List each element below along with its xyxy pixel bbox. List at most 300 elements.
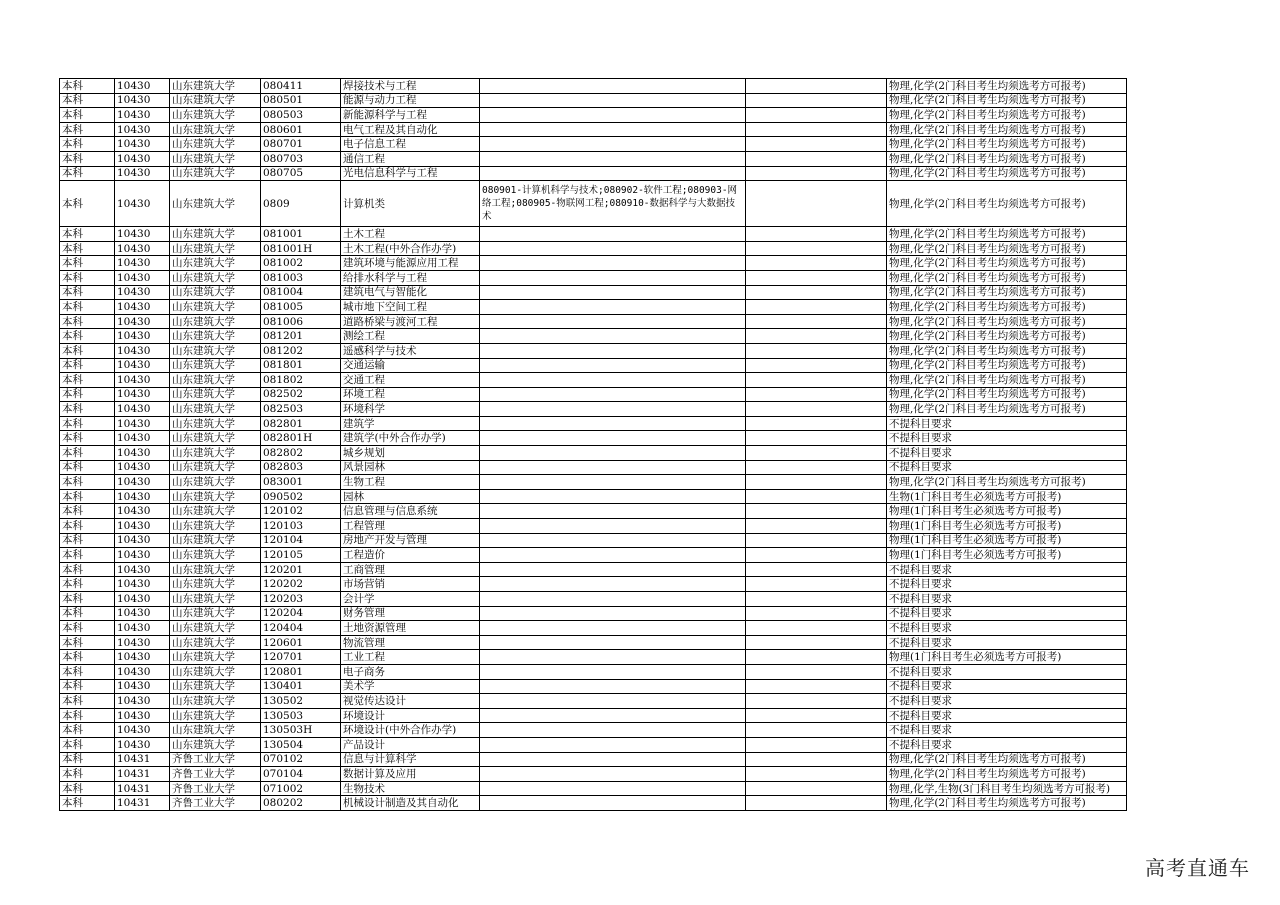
school-code-cell: 10430 xyxy=(115,562,170,577)
school-name-cell: 齐鲁工业大学 xyxy=(170,752,261,767)
school-name-cell: 山东建筑大学 xyxy=(170,373,261,388)
table-row xyxy=(60,402,1127,417)
included-majors-cell xyxy=(480,650,746,665)
included-majors-cell xyxy=(480,475,746,490)
level-cell: 本科 xyxy=(60,151,115,166)
major-code-cell: 120801 xyxy=(261,664,341,679)
level-cell: 本科 xyxy=(60,181,115,227)
note-cell xyxy=(746,708,887,723)
subject-requirement-cell: 不提科目要求 xyxy=(887,562,1127,577)
level-cell: 本科 xyxy=(60,562,115,577)
table-row xyxy=(60,796,1127,811)
table-row xyxy=(60,166,1127,181)
level-cell: 本科 xyxy=(60,767,115,782)
table-row xyxy=(60,416,1127,431)
school-name-cell: 齐鲁工业大学 xyxy=(170,781,261,796)
school-name-cell: 山东建筑大学 xyxy=(170,416,261,431)
note-cell xyxy=(746,504,887,519)
school-code-cell: 10430 xyxy=(115,606,170,621)
major-name-cell: 信息与计算科学 xyxy=(341,752,480,767)
school-name-cell: 山东建筑大学 xyxy=(170,122,261,137)
table-row xyxy=(60,285,1127,300)
school-name-cell: 山东建筑大学 xyxy=(170,314,261,329)
level-cell: 本科 xyxy=(60,606,115,621)
major-name-cell: 生物工程 xyxy=(341,475,480,490)
school-name-cell: 山东建筑大学 xyxy=(170,151,261,166)
included-majors-cell xyxy=(480,285,746,300)
major-name-cell: 视觉传达设计 xyxy=(341,694,480,709)
level-cell: 本科 xyxy=(60,533,115,548)
school-name-cell: 山东建筑大学 xyxy=(170,446,261,461)
level-cell: 本科 xyxy=(60,679,115,694)
level-cell: 本科 xyxy=(60,519,115,534)
included-majors-cell xyxy=(480,621,746,636)
major-name-cell: 环境科学 xyxy=(341,402,480,417)
school-code-cell: 10431 xyxy=(115,767,170,782)
major-code-cell: 080601 xyxy=(261,122,341,137)
major-name-cell: 风景园林 xyxy=(341,460,480,475)
school-code-cell: 10430 xyxy=(115,533,170,548)
school-name-cell: 山东建筑大学 xyxy=(170,431,261,446)
included-majors-cell xyxy=(480,373,746,388)
included-majors-cell xyxy=(480,781,746,796)
school-code-cell: 10430 xyxy=(115,446,170,461)
level-cell: 本科 xyxy=(60,621,115,636)
note-cell xyxy=(746,737,887,752)
subject-requirement-cell: 物理,化学(2门科目考生均须选考方可报考) xyxy=(887,752,1127,767)
included-majors-cell xyxy=(480,122,746,137)
subject-requirement-cell: 物理(1门科目考生必须选考方可报考) xyxy=(887,504,1127,519)
subject-requirement-cell: 物理(1门科目考生必须选考方可报考) xyxy=(887,519,1127,534)
subject-requirement-cell: 物理,化学(2门科目考生均须选考方可报考) xyxy=(887,402,1127,417)
major-name-cell: 物流管理 xyxy=(341,635,480,650)
school-code-cell: 10430 xyxy=(115,387,170,402)
included-majors-cell xyxy=(480,446,746,461)
major-name-cell: 能源与动力工程 xyxy=(341,93,480,108)
major-name-cell: 计算机类 xyxy=(341,181,480,227)
major-name-cell: 电子商务 xyxy=(341,664,480,679)
included-majors-cell xyxy=(480,752,746,767)
major-name-cell: 建筑学(中外合作办学) xyxy=(341,431,480,446)
table-row xyxy=(60,767,1127,782)
included-majors-cell xyxy=(480,562,746,577)
school-code-cell: 10431 xyxy=(115,752,170,767)
school-code-cell: 10430 xyxy=(115,708,170,723)
included-majors-cell xyxy=(480,416,746,431)
included-majors-cell xyxy=(480,402,746,417)
major-name-cell: 道路桥梁与渡河工程 xyxy=(341,314,480,329)
subject-requirement-cell: 物理,化学(2门科目考生均须选考方可报考) xyxy=(887,343,1127,358)
included-majors-cell xyxy=(480,708,746,723)
school-code-cell: 10430 xyxy=(115,621,170,636)
watermark-text: 高考直通车 xyxy=(1145,856,1250,880)
subject-requirement-cell: 物理,化学(2门科目考生均须选考方可报考) xyxy=(887,151,1127,166)
major-code-cell: 081201 xyxy=(261,329,341,344)
school-name-cell: 山东建筑大学 xyxy=(170,679,261,694)
subject-requirement-cell: 物理,化学(2门科目考生均须选考方可报考) xyxy=(887,285,1127,300)
school-code-cell: 10430 xyxy=(115,723,170,738)
major-name-cell: 信息管理与信息系统 xyxy=(341,504,480,519)
school-code-cell: 10430 xyxy=(115,358,170,373)
major-code-cell: 120202 xyxy=(261,577,341,592)
level-cell: 本科 xyxy=(60,329,115,344)
school-code-cell: 10430 xyxy=(115,402,170,417)
major-name-cell: 会计学 xyxy=(341,592,480,607)
subject-requirement-cell: 物理,化学(2门科目考生均须选考方可报考) xyxy=(887,387,1127,402)
table-row xyxy=(60,241,1127,256)
table-row xyxy=(60,519,1127,534)
school-code-cell: 10430 xyxy=(115,137,170,152)
major-code-cell: 080701 xyxy=(261,137,341,152)
table-row xyxy=(60,548,1127,563)
school-code-cell: 10430 xyxy=(115,592,170,607)
included-majors-cell xyxy=(480,519,746,534)
table-row xyxy=(60,329,1127,344)
included-majors-cell xyxy=(480,489,746,504)
subject-requirement-cell: 物理,化学(2门科目考生均须选考方可报考) xyxy=(887,329,1127,344)
included-majors-cell xyxy=(480,635,746,650)
major-code-cell: 081801 xyxy=(261,358,341,373)
level-cell: 本科 xyxy=(60,694,115,709)
school-code-cell: 10430 xyxy=(115,664,170,679)
level-cell: 本科 xyxy=(60,723,115,738)
school-code-cell: 10430 xyxy=(115,270,170,285)
school-code-cell: 10430 xyxy=(115,548,170,563)
table-row xyxy=(60,300,1127,315)
school-code-cell: 10430 xyxy=(115,416,170,431)
major-code-cell: 081001H xyxy=(261,241,341,256)
major-name-cell: 工程管理 xyxy=(341,519,480,534)
major-name-cell: 土木工程 xyxy=(341,227,480,242)
major-code-cell: 082802 xyxy=(261,446,341,461)
major-name-cell: 交通运输 xyxy=(341,358,480,373)
major-code-cell: 081006 xyxy=(261,314,341,329)
school-name-cell: 山东建筑大学 xyxy=(170,723,261,738)
table-row xyxy=(60,122,1127,137)
major-name-cell: 交通工程 xyxy=(341,373,480,388)
major-code-cell: 130401 xyxy=(261,679,341,694)
major-code-cell: 070104 xyxy=(261,767,341,782)
school-code-cell: 10430 xyxy=(115,577,170,592)
note-cell xyxy=(746,664,887,679)
note-cell xyxy=(746,446,887,461)
subject-requirement-cell: 物理,化学(2门科目考生均须选考方可报考) xyxy=(887,475,1127,490)
table-row xyxy=(60,446,1127,461)
included-majors-cell xyxy=(480,256,746,271)
table-row xyxy=(60,606,1127,621)
note-cell xyxy=(746,752,887,767)
subject-requirement-cell: 不提科目要求 xyxy=(887,679,1127,694)
table-row xyxy=(60,664,1127,679)
included-majors-cell xyxy=(480,79,746,94)
school-name-cell: 山东建筑大学 xyxy=(170,402,261,417)
major-code-cell: 0809 xyxy=(261,181,341,227)
table-row xyxy=(60,314,1127,329)
level-cell: 本科 xyxy=(60,416,115,431)
school-code-cell: 10430 xyxy=(115,504,170,519)
note-cell xyxy=(746,256,887,271)
major-code-cell: 082502 xyxy=(261,387,341,402)
major-name-cell: 美术学 xyxy=(341,679,480,694)
major-code-cell: 081001 xyxy=(261,227,341,242)
major-name-cell: 市场营销 xyxy=(341,577,480,592)
included-majors-cell xyxy=(480,329,746,344)
level-cell: 本科 xyxy=(60,431,115,446)
major-code-cell: 120103 xyxy=(261,519,341,534)
included-majors-cell xyxy=(480,504,746,519)
included-majors-cell xyxy=(480,108,746,123)
subject-requirement-cell: 不提科目要求 xyxy=(887,446,1127,461)
table-row xyxy=(60,358,1127,373)
major-code-cell: 120104 xyxy=(261,533,341,548)
subject-requirement-cell: 不提科目要求 xyxy=(887,635,1127,650)
school-code-cell: 10430 xyxy=(115,679,170,694)
school-name-cell: 山东建筑大学 xyxy=(170,137,261,152)
school-name-cell: 山东建筑大学 xyxy=(170,606,261,621)
subject-requirement-cell: 不提科目要求 xyxy=(887,431,1127,446)
subject-requirement-cell: 不提科目要求 xyxy=(887,592,1127,607)
note-cell xyxy=(746,122,887,137)
subject-requirement-cell: 物理,化学(2门科目考生均须选考方可报考) xyxy=(887,300,1127,315)
table-row xyxy=(60,79,1127,94)
note-cell xyxy=(746,227,887,242)
included-majors-cell xyxy=(480,796,746,811)
table-row xyxy=(60,489,1127,504)
note-cell xyxy=(746,137,887,152)
school-name-cell: 齐鲁工业大学 xyxy=(170,767,261,782)
major-code-cell: 081003 xyxy=(261,270,341,285)
school-name-cell: 齐鲁工业大学 xyxy=(170,796,261,811)
subject-requirement-cell: 物理,化学(2门科目考生均须选考方可报考) xyxy=(887,796,1127,811)
school-code-cell: 10430 xyxy=(115,489,170,504)
included-majors-cell xyxy=(480,270,746,285)
school-name-cell: 山东建筑大学 xyxy=(170,621,261,636)
subject-requirement-cell: 物理,化学(2门科目考生均须选考方可报考) xyxy=(887,241,1127,256)
school-code-cell: 10430 xyxy=(115,460,170,475)
school-name-cell: 山东建筑大学 xyxy=(170,181,261,227)
school-name-cell: 山东建筑大学 xyxy=(170,241,261,256)
level-cell: 本科 xyxy=(60,343,115,358)
included-majors-cell xyxy=(480,241,746,256)
subject-requirement-cell: 物理,化学(2门科目考生均须选考方可报考) xyxy=(887,181,1127,227)
included-majors-cell xyxy=(480,737,746,752)
table-row xyxy=(60,723,1127,738)
note-cell xyxy=(746,151,887,166)
major-name-cell: 遥感科学与技术 xyxy=(341,343,480,358)
level-cell: 本科 xyxy=(60,460,115,475)
level-cell: 本科 xyxy=(60,577,115,592)
major-name-cell: 工程造价 xyxy=(341,548,480,563)
level-cell: 本科 xyxy=(60,270,115,285)
included-majors-cell: 080901-计算机科学与技术;080902-软件工程;080903-网络工程;080905-物联网工程;080910-数据科学与大数据技术 xyxy=(480,181,746,227)
major-code-cell: 081005 xyxy=(261,300,341,315)
school-code-cell: 10430 xyxy=(115,373,170,388)
major-code-cell: 120404 xyxy=(261,621,341,636)
major-code-cell: 080202 xyxy=(261,796,341,811)
school-name-cell: 山东建筑大学 xyxy=(170,285,261,300)
major-name-cell: 土地资源管理 xyxy=(341,621,480,636)
school-name-cell: 山东建筑大学 xyxy=(170,93,261,108)
major-code-cell: 080705 xyxy=(261,166,341,181)
table-row xyxy=(60,781,1127,796)
major-name-cell: 建筑学 xyxy=(341,416,480,431)
school-code-cell: 10430 xyxy=(115,694,170,709)
major-name-cell: 焊接技术与工程 xyxy=(341,79,480,94)
note-cell xyxy=(746,460,887,475)
subject-requirement-cell: 物理,化学(2门科目考生均须选考方可报考) xyxy=(887,358,1127,373)
note-cell xyxy=(746,343,887,358)
level-cell: 本科 xyxy=(60,227,115,242)
school-name-cell: 山东建筑大学 xyxy=(170,737,261,752)
school-name-cell: 山东建筑大学 xyxy=(170,343,261,358)
major-code-cell: 130504 xyxy=(261,737,341,752)
level-cell: 本科 xyxy=(60,548,115,563)
major-name-cell: 建筑环境与能源应用工程 xyxy=(341,256,480,271)
table-row xyxy=(60,533,1127,548)
major-name-cell: 土木工程(中外合作办学) xyxy=(341,241,480,256)
included-majors-cell xyxy=(480,227,746,242)
note-cell xyxy=(746,270,887,285)
note-cell xyxy=(746,241,887,256)
note-cell xyxy=(746,93,887,108)
note-cell xyxy=(746,796,887,811)
school-name-cell: 山东建筑大学 xyxy=(170,548,261,563)
school-name-cell: 山东建筑大学 xyxy=(170,519,261,534)
note-cell xyxy=(746,300,887,315)
level-cell: 本科 xyxy=(60,446,115,461)
level-cell: 本科 xyxy=(60,781,115,796)
major-name-cell: 财务管理 xyxy=(341,606,480,621)
level-cell: 本科 xyxy=(60,387,115,402)
level-cell: 本科 xyxy=(60,664,115,679)
table-row xyxy=(60,475,1127,490)
school-code-cell: 10430 xyxy=(115,635,170,650)
table-row xyxy=(60,562,1127,577)
subject-requirement-cell: 不提科目要求 xyxy=(887,577,1127,592)
major-name-cell: 机械设计制造及其自动化 xyxy=(341,796,480,811)
major-code-cell: 071002 xyxy=(261,781,341,796)
major-code-cell: 080411 xyxy=(261,79,341,94)
note-cell xyxy=(746,592,887,607)
major-code-cell: 120105 xyxy=(261,548,341,563)
school-code-cell: 10431 xyxy=(115,781,170,796)
note-cell xyxy=(746,79,887,94)
major-name-cell: 城市地下空间工程 xyxy=(341,300,480,315)
major-code-cell: 081802 xyxy=(261,373,341,388)
included-majors-cell xyxy=(480,460,746,475)
school-name-cell: 山东建筑大学 xyxy=(170,562,261,577)
school-code-cell: 10430 xyxy=(115,343,170,358)
note-cell xyxy=(746,373,887,388)
subject-requirement-cell: 不提科目要求 xyxy=(887,621,1127,636)
school-name-cell: 山东建筑大学 xyxy=(170,592,261,607)
table-row xyxy=(60,151,1127,166)
note-cell xyxy=(746,533,887,548)
table-row xyxy=(60,137,1127,152)
subject-requirement-cell: 物理(1门科目考生必须选考方可报考) xyxy=(887,548,1127,563)
school-name-cell: 山东建筑大学 xyxy=(170,504,261,519)
subject-requirement-cell: 物理,化学(2门科目考生均须选考方可报考) xyxy=(887,270,1127,285)
school-name-cell: 山东建筑大学 xyxy=(170,708,261,723)
level-cell: 本科 xyxy=(60,708,115,723)
note-cell xyxy=(746,416,887,431)
school-code-cell: 10430 xyxy=(115,93,170,108)
subject-requirement-cell: 不提科目要求 xyxy=(887,460,1127,475)
school-name-cell: 山东建筑大学 xyxy=(170,270,261,285)
level-cell: 本科 xyxy=(60,285,115,300)
subject-requirement-cell: 物理,化学(2门科目考生均须选考方可报考) xyxy=(887,79,1127,94)
table-row xyxy=(60,621,1127,636)
note-cell xyxy=(746,577,887,592)
subject-requirement-cell: 物理(1门科目考生必须选考方可报考) xyxy=(887,650,1127,665)
table-row xyxy=(60,504,1127,519)
major-code-cell: 082801H xyxy=(261,431,341,446)
school-code-cell: 10430 xyxy=(115,300,170,315)
major-name-cell: 生物技术 xyxy=(341,781,480,796)
subject-requirement-cell: 物理,化学,生物(3门科目考生均须选考方可报考) xyxy=(887,781,1127,796)
table-row xyxy=(60,373,1127,388)
school-name-cell: 山东建筑大学 xyxy=(170,79,261,94)
school-name-cell: 山东建筑大学 xyxy=(170,256,261,271)
table-row xyxy=(60,431,1127,446)
school-code-cell: 10430 xyxy=(115,151,170,166)
level-cell: 本科 xyxy=(60,737,115,752)
major-name-cell: 房地产开发与管理 xyxy=(341,533,480,548)
level-cell: 本科 xyxy=(60,166,115,181)
subject-requirement-cell: 物理,化学(2门科目考生均须选考方可报考) xyxy=(887,166,1127,181)
included-majors-cell xyxy=(480,300,746,315)
major-code-cell: 080703 xyxy=(261,151,341,166)
included-majors-cell xyxy=(480,767,746,782)
level-cell: 本科 xyxy=(60,475,115,490)
subject-requirement-cell: 不提科目要求 xyxy=(887,708,1127,723)
school-name-cell: 山东建筑大学 xyxy=(170,108,261,123)
school-code-cell: 10430 xyxy=(115,166,170,181)
table-body xyxy=(60,79,1127,811)
included-majors-cell xyxy=(480,533,746,548)
note-cell xyxy=(746,635,887,650)
table-row xyxy=(60,694,1127,709)
table-row xyxy=(60,752,1127,767)
school-code-cell: 10431 xyxy=(115,796,170,811)
table-row xyxy=(60,635,1127,650)
subject-requirement-cell: 不提科目要求 xyxy=(887,737,1127,752)
level-cell: 本科 xyxy=(60,489,115,504)
major-name-cell: 电子信息工程 xyxy=(341,137,480,152)
school-code-cell: 10430 xyxy=(115,79,170,94)
school-code-cell: 10430 xyxy=(115,285,170,300)
subject-requirement-cell: 不提科目要求 xyxy=(887,694,1127,709)
level-cell: 本科 xyxy=(60,504,115,519)
included-majors-cell xyxy=(480,606,746,621)
school-name-cell: 山东建筑大学 xyxy=(170,475,261,490)
note-cell xyxy=(746,621,887,636)
school-code-cell: 10430 xyxy=(115,431,170,446)
note-cell xyxy=(746,519,887,534)
major-code-cell: 080503 xyxy=(261,108,341,123)
table-row xyxy=(60,93,1127,108)
major-code-cell: 082803 xyxy=(261,460,341,475)
note-cell xyxy=(746,181,887,227)
subject-requirement-cell: 物理,化学(2门科目考生均须选考方可报考) xyxy=(887,767,1127,782)
major-name-cell: 城乡规划 xyxy=(341,446,480,461)
included-majors-cell xyxy=(480,431,746,446)
major-code-cell: 081004 xyxy=(261,285,341,300)
major-code-cell: 130503 xyxy=(261,708,341,723)
level-cell: 本科 xyxy=(60,79,115,94)
level-cell: 本科 xyxy=(60,122,115,137)
table-row xyxy=(60,737,1127,752)
